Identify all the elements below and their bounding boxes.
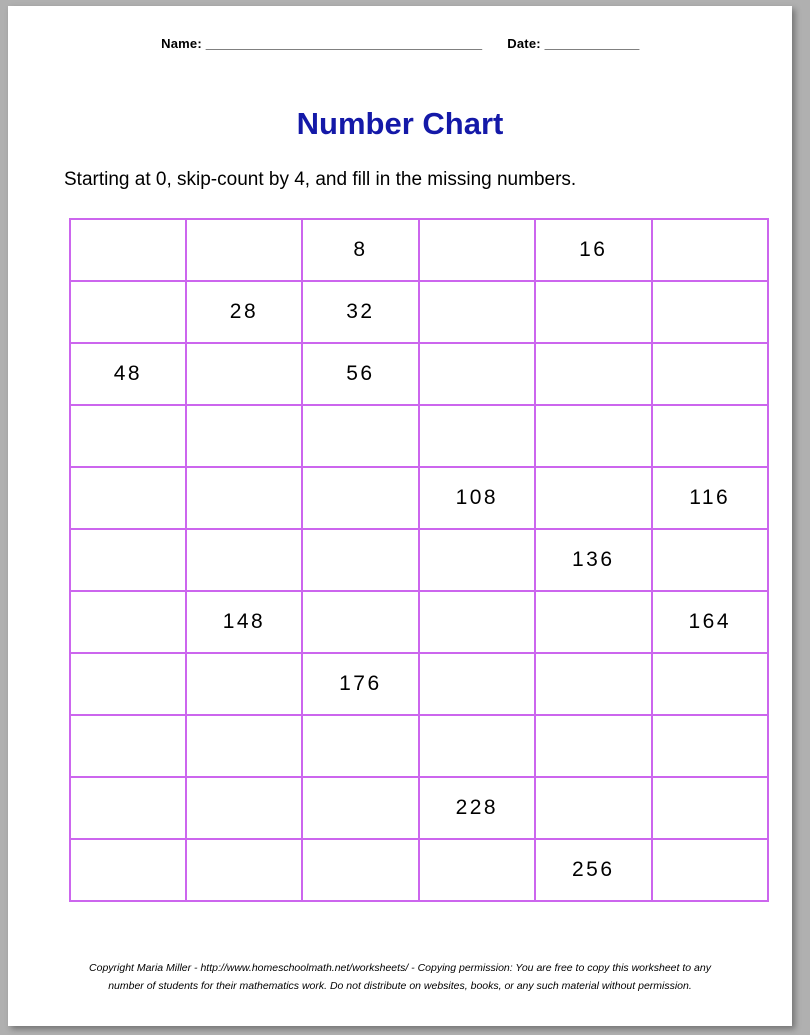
table-row <box>70 405 768 467</box>
grid-cell[interactable] <box>70 281 186 343</box>
grid-cell[interactable] <box>70 715 186 777</box>
grid-cell[interactable] <box>186 715 302 777</box>
grid-cell[interactable] <box>70 467 186 529</box>
table-row <box>70 839 768 901</box>
grid-cell[interactable] <box>652 653 769 715</box>
grid-cell[interactable]: 164 <box>652 591 769 653</box>
grid-cell[interactable]: 136 <box>535 529 651 591</box>
grid-cell[interactable] <box>70 591 186 653</box>
grid-cell[interactable] <box>302 405 418 467</box>
grid-cell[interactable] <box>70 653 186 715</box>
grid-cell[interactable] <box>186 839 302 901</box>
table-row <box>70 281 768 343</box>
grid-cell[interactable] <box>652 219 769 281</box>
table-row <box>70 653 768 715</box>
grid-cell[interactable] <box>535 405 651 467</box>
grid-cell[interactable] <box>70 777 186 839</box>
grid-cell[interactable] <box>186 653 302 715</box>
grid-cell[interactable] <box>419 591 535 653</box>
copyright-line-1: Copyright Maria Miller - http://www.homeschoolmath.net/worksheets/ - Copying permission: You are free to copy this worksheet to any <box>89 962 711 975</box>
grid-cell[interactable] <box>302 591 418 653</box>
grid-cell[interactable]: 256 <box>535 839 651 901</box>
grid-cell[interactable] <box>70 405 186 467</box>
grid-cell[interactable]: 148 <box>186 591 302 653</box>
grid-cell[interactable]: 8 <box>302 219 418 281</box>
grid-cell[interactable]: 28 <box>186 281 302 343</box>
grid-cell[interactable] <box>535 653 651 715</box>
copyright-footer <box>8 960 792 996</box>
table-row <box>70 343 768 405</box>
name-blank-line[interactable]: _________________________________________ <box>205 36 482 51</box>
grid-cell[interactable] <box>419 839 535 901</box>
grid-cell[interactable]: 56 <box>302 343 418 405</box>
date-blank-line[interactable]: ______________ <box>544 36 639 51</box>
grid-cell[interactable] <box>535 281 651 343</box>
grid-cell[interactable] <box>652 715 769 777</box>
grid-cell[interactable]: 48 <box>70 343 186 405</box>
grid-cell[interactable]: 116 <box>652 467 769 529</box>
instructions-text: Starting at 0, skip-count by 4, and fill in the missing numbers. <box>64 169 577 190</box>
grid-cell[interactable]: 176 <box>302 653 418 715</box>
date-label: Date: <box>507 36 541 51</box>
grid-cell[interactable] <box>302 715 418 777</box>
grid-cell[interactable] <box>652 777 769 839</box>
grid-cell[interactable] <box>535 715 651 777</box>
grid-cell[interactable] <box>302 839 418 901</box>
name-date-row <box>8 36 792 51</box>
table-row <box>70 777 768 839</box>
name-label: Name: <box>161 36 202 51</box>
grid-cell[interactable] <box>535 591 651 653</box>
grid-cell[interactable]: 16 <box>535 219 651 281</box>
table-row <box>70 529 768 591</box>
number-chart-grid <box>69 218 769 902</box>
grid-cell[interactable] <box>186 219 302 281</box>
copyright-line-2: number of students for their mathematics work. Do not distribute on websites, books, or any such material without permission. <box>108 980 692 993</box>
grid-cell[interactable] <box>419 405 535 467</box>
table-row <box>70 591 768 653</box>
grid-cell[interactable] <box>652 405 769 467</box>
grid-cell[interactable] <box>419 343 535 405</box>
grid-cell[interactable] <box>419 715 535 777</box>
grid-cell[interactable] <box>186 343 302 405</box>
grid-cell[interactable] <box>535 343 651 405</box>
grid-cell[interactable] <box>652 839 769 901</box>
grid-cell[interactable] <box>186 777 302 839</box>
grid-cell[interactable] <box>186 405 302 467</box>
grid-cell[interactable] <box>302 467 418 529</box>
grid-cell[interactable]: 228 <box>419 777 535 839</box>
grid-cell[interactable] <box>70 529 186 591</box>
grid-cell[interactable] <box>70 219 186 281</box>
grid-cell[interactable] <box>535 467 651 529</box>
grid-cell[interactable] <box>535 777 651 839</box>
page-title: Number Chart <box>296 106 504 141</box>
grid-cell[interactable] <box>302 777 418 839</box>
grid-cell[interactable] <box>652 343 769 405</box>
grid-cell[interactable] <box>419 219 535 281</box>
table-row <box>70 219 768 281</box>
table-row <box>70 467 768 529</box>
grid-cell[interactable] <box>652 281 769 343</box>
grid-cell[interactable] <box>302 529 418 591</box>
grid-cell[interactable] <box>70 839 186 901</box>
grid-cell[interactable] <box>419 281 535 343</box>
grid-cell[interactable]: 32 <box>302 281 418 343</box>
grid-cell[interactable] <box>419 653 535 715</box>
grid-cell[interactable] <box>419 529 535 591</box>
grid-cell[interactable]: 108 <box>419 467 535 529</box>
table-row <box>70 715 768 777</box>
grid-cell[interactable] <box>652 529 769 591</box>
grid-cell[interactable] <box>186 467 302 529</box>
grid-cell[interactable] <box>186 529 302 591</box>
worksheet-page <box>8 6 792 1026</box>
